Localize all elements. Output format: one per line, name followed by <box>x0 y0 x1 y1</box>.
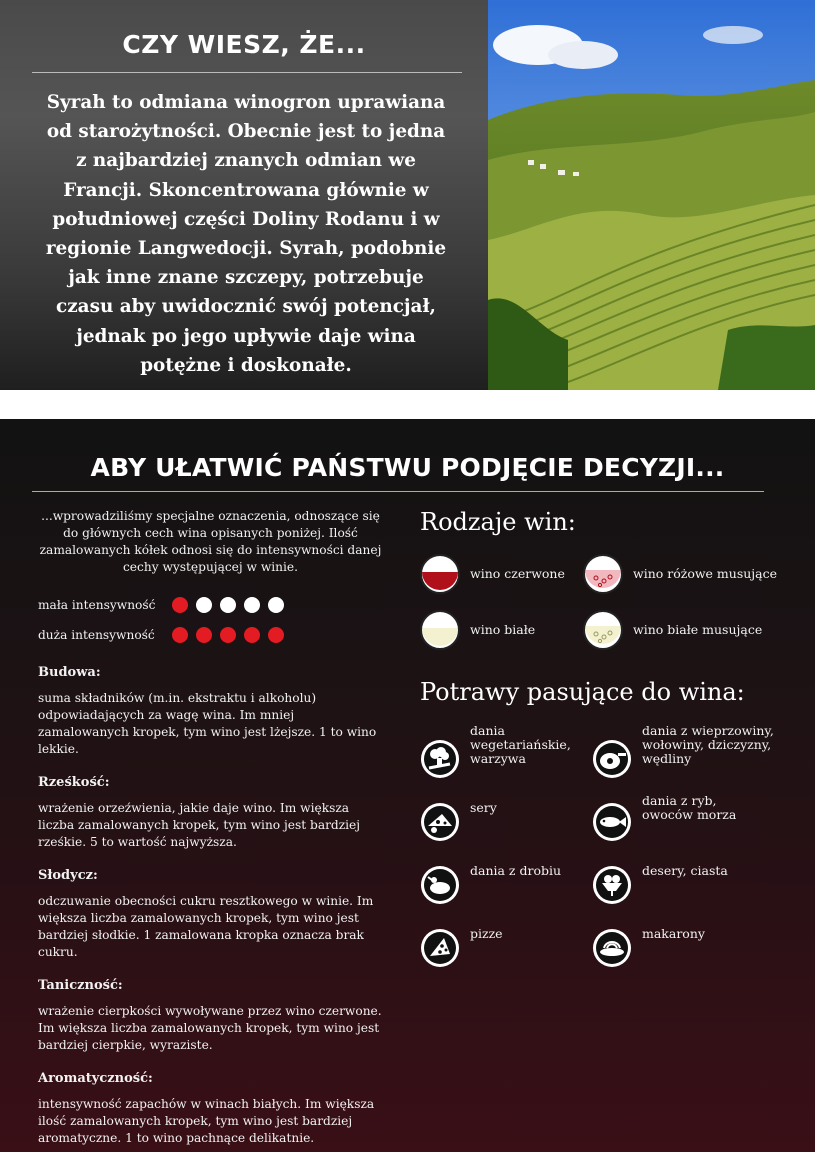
term-heading: Słodycz: <box>38 868 98 883</box>
dish-label: dania z wieprzowiny, wołowiny, dziczyzny, wędliny <box>642 723 774 766</box>
pizza-icon <box>420 914 460 954</box>
intro-line: z najbardziej znanych odmian we <box>76 150 416 172</box>
wine-types-heading: Rodzaje win: <box>420 508 576 536</box>
dish-label: dania z ryb, owoców morza <box>642 793 737 822</box>
wine-type-label: wino czerwone <box>470 566 565 581</box>
intro-panel <box>0 0 488 390</box>
dish-label: dania wegetariańskie, warzywa <box>470 723 571 766</box>
term-heading: Aromatyczność: <box>38 1071 153 1086</box>
dish-item <box>420 724 571 766</box>
intensity-row-high <box>38 622 383 648</box>
filled-dot <box>172 597 188 613</box>
white-sparkling-wine-icon <box>583 610 623 650</box>
intro-line: jednak po jego upływie daje wina <box>76 325 416 347</box>
empty-dot <box>244 597 260 613</box>
intro-line: jak inne znane szczepy, potrzebuje <box>68 267 424 289</box>
poultry-icon <box>420 851 460 891</box>
term-heading: Rześkość: <box>38 775 110 790</box>
wine-type-label: wino białe <box>470 622 536 637</box>
dish-label: desery, ciasta <box>642 863 728 878</box>
dish-item <box>420 788 497 828</box>
wine-type-label: wino różowe musujące <box>633 566 778 581</box>
dish-item <box>592 788 736 828</box>
wine-type-item <box>583 610 762 650</box>
decision-title: ABY UŁATWIĆ PAŃSTWU PODJĘCIE DECYZJI... <box>90 453 725 482</box>
dish-item <box>592 724 774 766</box>
dish-label: dania z drobiu <box>470 863 562 878</box>
decision-section <box>0 419 815 1152</box>
term-description: wrażenie cierpkości wywoływane przez wino czerwone. Im większa liczba zamalowanych kropek, tym wino jest bardziej cierpkie, wyraziste. <box>38 1004 382 1052</box>
dishes-grid <box>420 706 790 946</box>
cheese-icon <box>420 788 460 828</box>
divider <box>32 491 764 492</box>
dish-item <box>420 914 503 954</box>
white-wine-icon <box>420 610 460 650</box>
wine-type-item <box>420 610 535 650</box>
intensity-row-low <box>38 592 383 618</box>
intro-line: regionie Langwedocji. Syrah, podobnie <box>45 238 447 260</box>
fish-icon <box>592 788 632 828</box>
intro-line: Francji. Skoncentrowana głównie w <box>63 179 429 201</box>
wine-type-item <box>420 554 565 594</box>
intro-text <box>26 88 466 380</box>
term-description: suma składników (m.in. ekstraktu i alkoholu) odpowiadających za wagę wina. Im mniej zamalowanych kropek, tym wino jest lżejsze. 1 to wino lekkie. <box>38 691 377 756</box>
vineyard-photo <box>488 0 815 390</box>
wine-type-label: wino białe musujące <box>633 622 763 637</box>
vegetables-icon <box>420 725 460 765</box>
pasta-icon <box>592 914 632 954</box>
dot-rating <box>172 597 284 613</box>
intro-title: CZY WIESZ, ŻE... <box>122 30 366 59</box>
meat-icon <box>592 725 632 765</box>
empty-dot <box>220 597 236 613</box>
filled-dot <box>172 627 188 643</box>
wine-types-grid <box>420 536 790 648</box>
lead-text: ...wprowadziliśmy specjalne oznaczenia, odnoszące się do głównych cech wina opisanych poniżej. Ilość zamalowanych kółek odnosi się do intensywności danej cechy występującej w winie. <box>39 509 382 574</box>
filled-dot <box>196 627 212 643</box>
legend-column <box>38 508 383 1147</box>
icon-legend-column <box>420 508 790 946</box>
dot-rating <box>172 627 284 643</box>
intro-line: południowej części Doliny Rodanu i w <box>52 208 440 230</box>
intro-line: Syrah to odmiana winogron uprawiana <box>46 92 446 113</box>
dishes-heading: Potrawy pasujące do wina: <box>420 678 745 706</box>
intro-line: potężne i doskonałe. <box>140 354 352 376</box>
term-heading: Budowa: <box>38 665 101 680</box>
rose-sparkling-wine-icon <box>583 554 623 594</box>
filled-dot <box>244 627 260 643</box>
term-heading: Taniczność: <box>38 978 123 993</box>
dish-label: pizze <box>470 926 503 941</box>
term-description: odczuwanie obecności cukru resztkowego w winie. Im większa liczba zamalowanych kropek, tym wino jest bardziej słodkie. 1 zamalowana kropka oznacza brak cukru. <box>38 894 374 959</box>
divider <box>32 72 462 73</box>
term-description: wrażenie orzeźwienia, jakie daje wino. Im większa liczba zamalowanych kropek, tym wino jest bardziej rześkie. 5 to wartość najwyższa. <box>38 801 361 849</box>
dish-label: sery <box>470 800 497 815</box>
dish-item <box>420 851 561 891</box>
intensity-label: mała intensywność <box>38 597 156 612</box>
wine-type-item <box>583 554 777 594</box>
intensity-label: duża intensywność <box>38 627 155 642</box>
intro-line: od starożytności. Obecnie jest to jedna <box>46 121 446 143</box>
filled-dot <box>220 627 236 643</box>
dessert-icon <box>592 851 632 891</box>
intro-line: czasu aby uwidocznić swój potencjał, <box>56 296 436 318</box>
filled-dot <box>268 627 284 643</box>
term-description: intensywność zapachów w winach białych. Im większa ilość zamalowanych kropek, tym wino jest bardziej aromatyczne. 1 to wino pachnące delikatnie. <box>38 1097 375 1145</box>
dish-item <box>592 851 728 891</box>
dish-item <box>592 914 705 954</box>
empty-dot <box>268 597 284 613</box>
intro-section <box>0 0 815 390</box>
red-wine-icon <box>420 554 460 594</box>
dish-label: makarony <box>642 926 705 941</box>
empty-dot <box>196 597 212 613</box>
